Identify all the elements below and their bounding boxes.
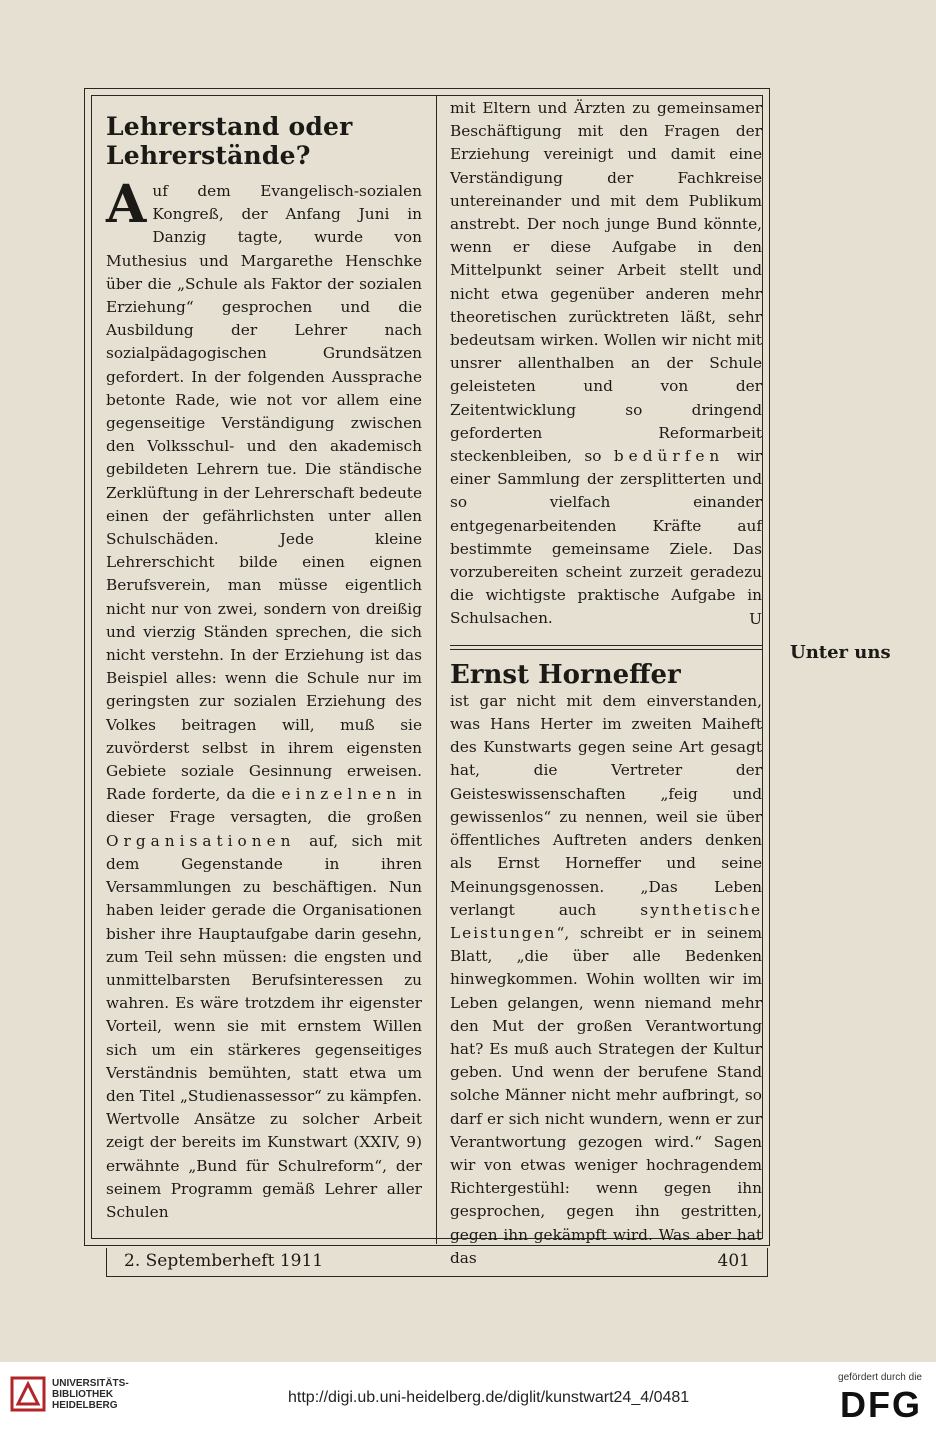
university-logo-icon[interactable] bbox=[10, 1376, 46, 1412]
emphasized-word: bedürfen bbox=[613, 447, 725, 466]
article-text-part: uf dem Evangelisch-sozialen Kongreß, der Anfang Juni in Danzig tagte, wurde von Muthesius und Margarethe Henschke über die „Schule als Faktor der sozialen Erziehung“ gesprochen und die Ausbildung der Lehrer nach sozialpädagogischen Grundsätzen gefordert. In der folgenden Aussprache betonte Rade, wie not vor allem eine gegenseitige Verständigung zwischen den Volksschul- und den akademisch gebildeten Lehrern tue. Die ständische Zerklüftung in der Lehrerschaft bedeute einen der gefährlichsten unter allen Schulschäden. Jede kleine Lehrerschicht bilde einen eignen Berufsverein, man müsse eigentlich nicht nur von zwei, sondern von dreißig und vierzig Ständen sprechen, die sich nicht verstehn. In der Erziehung ist das Beispiel alles: wenn die Schule nur im geringsten zur sozialen Erziehung des Volkes beitragen will, muß sie zuvörderst selbst in ihrem eigensten Gebiete soziale Gesinnung erweisen. Rade forderte, da die bbox=[106, 182, 422, 804]
drop-cap: A bbox=[106, 174, 147, 235]
funding-note: gefördert durch die bbox=[838, 1372, 922, 1383]
emphasized-word: einzelnen bbox=[281, 785, 402, 804]
article-body-continued bbox=[450, 97, 762, 631]
column-divider bbox=[436, 96, 437, 1244]
page-footer bbox=[106, 1248, 768, 1286]
right-column bbox=[450, 97, 762, 1270]
university-name[interactable]: UNIVERSITÄTS- BIBLIOTHEK HEIDELBERG bbox=[52, 1378, 129, 1411]
article-text-part: in dieser Frage versagten, die großen bbox=[106, 785, 422, 827]
document-url-link[interactable]: http://digi.ub.uni-heidelberg.de/diglit/kunstwart24_4/0481 bbox=[288, 1389, 690, 1406]
issue-label: 2. Septemberheft 1911 bbox=[124, 1251, 324, 1271]
author-signature: U bbox=[749, 609, 762, 628]
article2-text-part: “, schreibt er in seinem Blatt, „die über alle Bedenken hinwegkommen. Wohin wollten wir im Leben gelangen, wenn niemand mehr den Mut der großen Verantwortung hat? Es muß auch Strategen der Kultur geben. Und wenn der berufene Stand solche Männer nicht mehr aufbringt, so darf er sich nicht wundern, wenn er zur Verantwortung gezogen wird.“ Sagen wir von etwas weniger hochragendem Richtergestühl: wenn gegen ihn gesprochen, gegen ihn gestritten, gegen ihn gekämpft wird. Was aber hat das bbox=[450, 923, 762, 1267]
emphasized-word: Organisationen bbox=[106, 831, 296, 850]
article-text-part: mit Eltern und Ärzten zu gemeinsamer Beschäftigung mit den Fragen der Erziehung vereinigt und damit eine Verständigung der Fachkreise untereinander und mit dem Publikum anstrebt. Der noch junge Bund könnte, wenn er diese Aufgabe in den Mittelpunkt seiner Arbeit stellt und nicht etwa gegenüber anderen mehr theoretischen zurücktreten läßt, sehr bedeutsam wirken. Wollen wir nicht mit unsrer allenthalben an der Schule geleisteten und von der Zeitentwicklung so dringend geforderten Reformarbeit steckenbleiben, so bbox=[450, 99, 762, 466]
left-column bbox=[106, 112, 422, 1224]
article2-title: Ernst Horneffer bbox=[450, 659, 681, 690]
page-number: 401 bbox=[717, 1251, 750, 1271]
article-text-part: wir einer Sammlung der zersplitterten und so vielfach einander entgegenarbeitenden Kräfte auf bestimmte gemeinsame Ziele. Das vorzubereiten scheint zurzeit geradezu die wichtigste praktische Aufgabe in Schulsachen. bbox=[450, 447, 762, 628]
dfg-logo[interactable]: DFG bbox=[840, 1384, 922, 1425]
section-divider bbox=[450, 645, 762, 650]
article2-text-part: ist gar nicht mit dem einverstanden, was Hans Herter im zweiten Maiheft des Kunstwarts gegen seine Art gesagt hat, die Vertreter der Geisteswissenschaften „feig und gewissenlos“ zu nennen, weil sie über öffentliches Auftreten anders denken als Ernst Horneffer und seine Meinungsgenossen. „Das Leben verlangt auch bbox=[450, 691, 762, 919]
emphasized-word: synthetische Leistungen bbox=[450, 900, 762, 942]
article-body bbox=[106, 174, 422, 1224]
article-title: Lehrerstand oder Lehrerstände? bbox=[106, 112, 353, 170]
section-side-heading: Unter uns bbox=[790, 642, 891, 663]
article-text-part: auf, sich mit dem Gegenstande in ihren Versammlungen zu beschäftigen. Nun haben leider gerade die Organisationen bisher ihre Hauptaufgabe darin gesehn, zum Teil sehn müssen: die engsten und unmittelbarsten Berufsinteressen zu wahren. Es wäre trotzdem ihr eigenster Vorteil, wenn sie mit ernstem Willen sich um ein stärkeres gegenseitiges Verständnis bemühten, statt etwa um den Titel „Studienassessor“ zu kämpfen. Wertvolle Ansätze zu solcher Arbeit zeigt der bereits im Kunstwart (XXIV, 9) erwähnte „Bund für Schulreform“, der seinem Programm gemäß Lehrer aller Schulen bbox=[106, 831, 422, 1221]
article2-body bbox=[450, 690, 762, 1270]
